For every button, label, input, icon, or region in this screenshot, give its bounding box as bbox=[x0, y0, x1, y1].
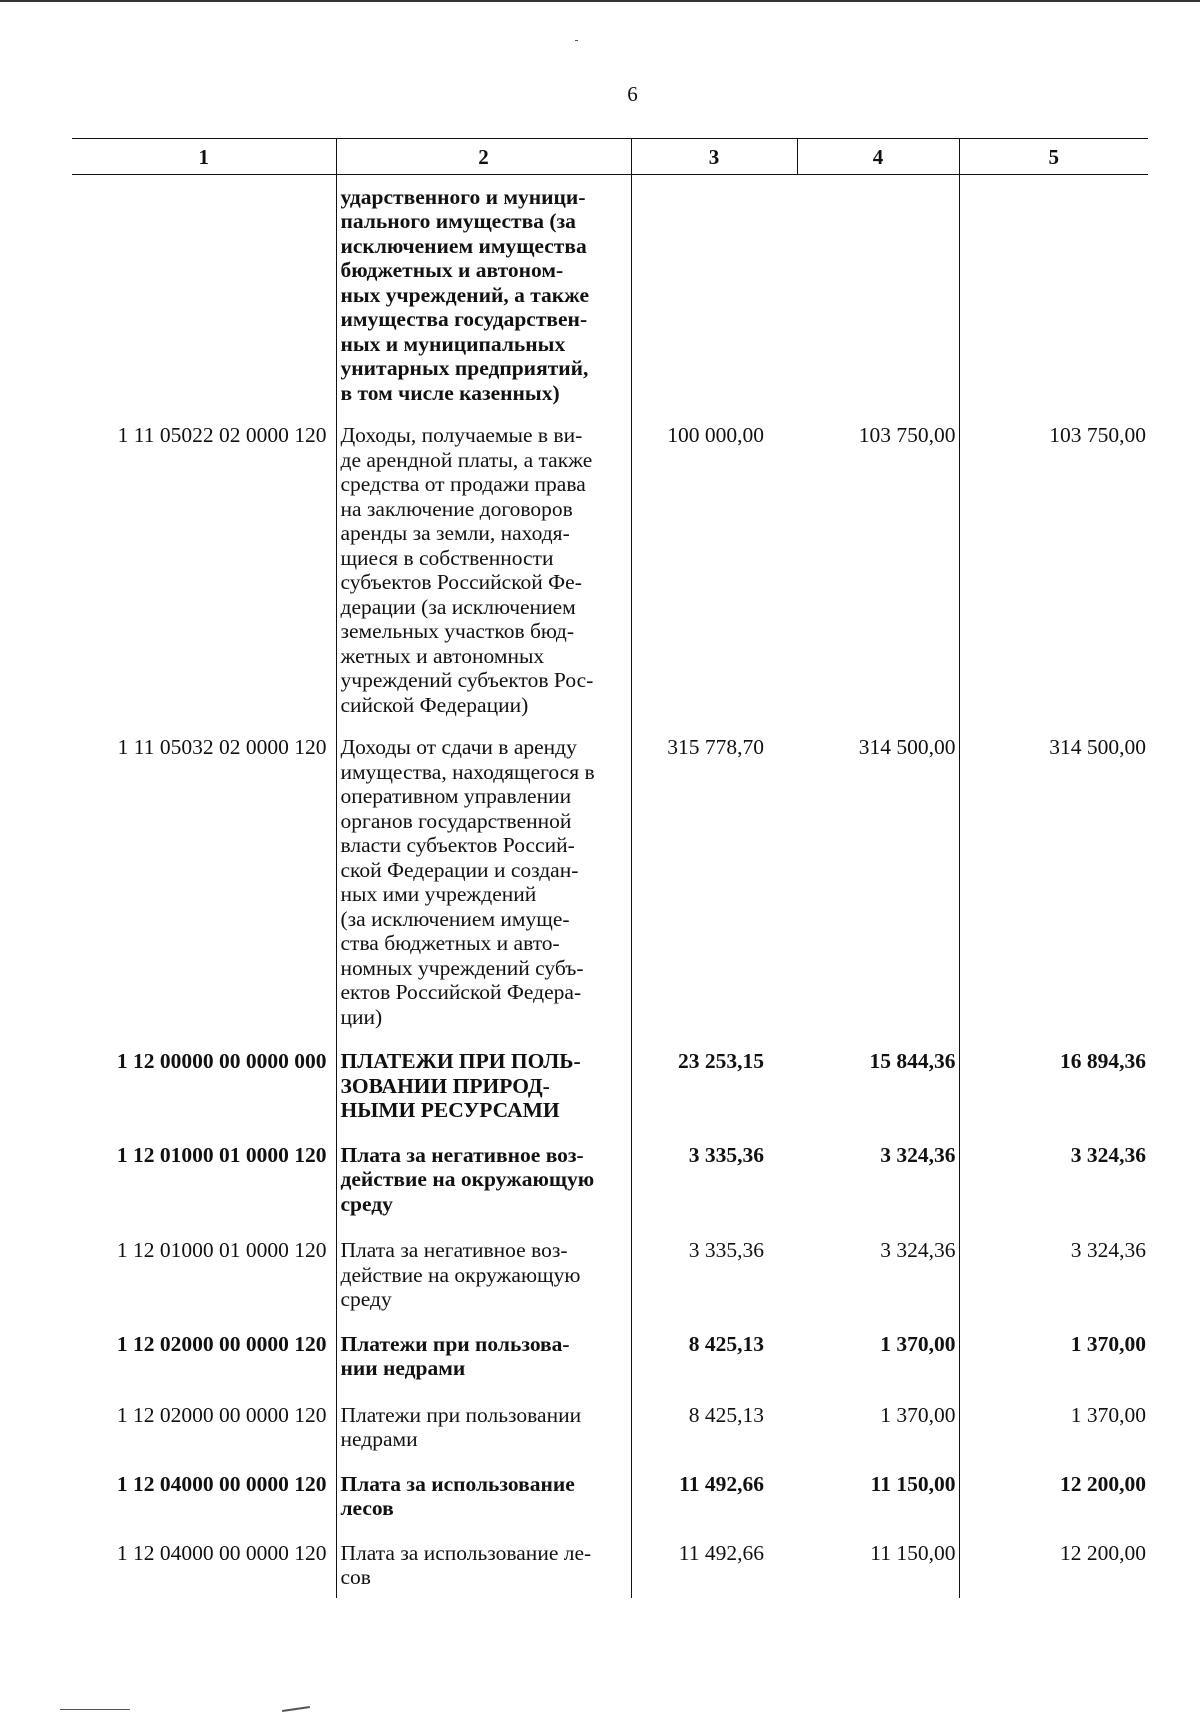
name-cell bbox=[336, 721, 631, 1035]
value-col3-cell: 3 335,36 bbox=[688, 1238, 764, 1262]
code-cell bbox=[72, 174, 336, 411]
name-text: Плата за использование лесов bbox=[340, 1471, 575, 1520]
table-body bbox=[72, 174, 1148, 1598]
name-text: Плата за негативное воз- действие на окружающую среду bbox=[340, 1238, 581, 1311]
name-text: Доходы, получаемые в ви- де арендной платы, а также средства от продажи права на заключение договоров аренды за земли, находя- щиеся в собственности субъектов Российской Фе- дерации (за исключением земельных участков бюд- жетных и автономных учреждений субъектов Рос- сийской Федерации) bbox=[340, 423, 594, 717]
name-cell bbox=[336, 1460, 631, 1529]
value-col4-cell: 1 370,00 bbox=[797, 1391, 959, 1460]
scan-artifact-dot bbox=[575, 40, 578, 41]
value-col5-cell: 12 200,00 bbox=[1060, 1471, 1146, 1496]
name-cell bbox=[336, 1129, 631, 1225]
name-text: Доходы от сдачи в аренду имущества, находящегося в оперативном управлении органов государственной власти субъектов Россий- ской Федерации и создан- ных ими учреждений (за исключением имуще- ства бюджетных и авто- номных учреждений субъ- ектов Российской Федера- ции) bbox=[340, 735, 595, 1029]
value-col5-cell: 16 894,36 bbox=[1060, 1049, 1146, 1073]
name-cell bbox=[336, 1035, 631, 1129]
code-cell: 1 11 05032 02 0000 120 bbox=[117, 735, 327, 759]
value-col4-cell: 314 500,00 bbox=[797, 721, 959, 1035]
column-header-1: 1 bbox=[198, 145, 209, 169]
table-row bbox=[72, 1460, 1148, 1529]
code-cell: 1 11 05022 02 0000 120 bbox=[117, 423, 327, 447]
value-col5-cell: 12 200,00 bbox=[1060, 1540, 1146, 1565]
scan-artifact-mark bbox=[282, 1706, 310, 1712]
revenue-table bbox=[72, 138, 1148, 1598]
header-row bbox=[72, 139, 1148, 175]
value-col3-cell: 8 425,13 bbox=[688, 1402, 764, 1427]
name-text: ПЛАТЕЖИ ПРИ ПОЛЬ- ЗОВАНИИ ПРИРОД- НЫМИ РЕСУРСАМИ bbox=[340, 1049, 581, 1122]
code-cell: 1 12 04000 00 0000 120 bbox=[116, 1471, 327, 1496]
table-row bbox=[72, 1529, 1148, 1598]
column-header-2: 2 bbox=[336, 139, 631, 175]
code-cell: 1 12 04000 00 0000 120 bbox=[116, 1540, 327, 1565]
value-col5-cell: 1 370,00 bbox=[1070, 1402, 1146, 1427]
value-col5-cell bbox=[959, 174, 1148, 411]
table-row bbox=[72, 1129, 1148, 1225]
page-top-edge bbox=[0, 0, 1200, 2]
value-col3-cell: 8 425,13 bbox=[688, 1331, 764, 1356]
name-cell bbox=[336, 174, 631, 411]
code-cell: 1 12 01000 01 0000 120 bbox=[116, 1142, 327, 1167]
value-col4-cell: 103 750,00 bbox=[797, 411, 959, 721]
value-col4-cell: 3 324,36 bbox=[797, 1129, 959, 1225]
name-text: Плата за негативное воз- действие на окружающую среду bbox=[340, 1142, 595, 1216]
table-row bbox=[72, 1318, 1148, 1391]
value-col4-cell: 11 150,00 bbox=[797, 1460, 959, 1529]
table-row bbox=[72, 1391, 1148, 1460]
value-col5-cell: 3 324,36 bbox=[1070, 1238, 1146, 1262]
value-col3-cell: 23 253,15 bbox=[678, 1049, 764, 1073]
value-col3-cell: 11 492,66 bbox=[679, 1471, 764, 1496]
table-row bbox=[72, 411, 1148, 721]
name-text: Платежи при пользовании недрами bbox=[340, 1402, 582, 1451]
name-cell bbox=[336, 411, 631, 721]
code-cell: 1 12 01000 01 0000 120 bbox=[116, 1238, 327, 1262]
name-cell bbox=[336, 1529, 631, 1598]
value-col3-cell: 11 492,66 bbox=[678, 1540, 764, 1565]
value-col4-cell bbox=[797, 174, 959, 411]
column-header-5: 5 bbox=[959, 139, 1148, 175]
table-row bbox=[72, 1224, 1148, 1318]
value-col3-cell: 100 000,00 bbox=[667, 423, 764, 447]
name-cell bbox=[336, 1224, 631, 1318]
name-text: ударственного и муници- пального имущества (за исключением имущества бюджетных и автоном- ных учреждений, а также имущества государствен- ных и муниципальных унитарных предприятий, в том числе казенных) bbox=[340, 184, 590, 405]
page-number: 6 bbox=[627, 82, 638, 106]
column-header-4: 4 bbox=[797, 139, 959, 175]
value-col3-cell: 315 778,70 bbox=[667, 735, 764, 759]
name-text: Плата за использование ле- сов bbox=[340, 1540, 592, 1589]
value-col5-cell: 1 370,00 bbox=[1070, 1331, 1146, 1356]
name-cell bbox=[336, 1318, 631, 1391]
value-col4-cell: 11 150,00 bbox=[797, 1529, 959, 1598]
value-col5-cell: 314 500,00 bbox=[1049, 735, 1146, 759]
name-cell bbox=[336, 1391, 631, 1460]
value-col4-cell: 3 324,36 bbox=[797, 1224, 959, 1318]
value-col5-cell: 103 750,00 bbox=[1049, 423, 1146, 447]
table-row bbox=[72, 174, 1148, 411]
table-row bbox=[72, 721, 1148, 1035]
code-cell: 1 12 02000 00 0000 120 bbox=[116, 1331, 327, 1356]
value-col4-cell: 1 370,00 bbox=[797, 1318, 959, 1391]
code-cell: 1 12 00000 00 0000 000 bbox=[116, 1049, 327, 1073]
table-row bbox=[72, 1035, 1148, 1129]
code-cell: 1 12 02000 00 0000 120 bbox=[116, 1402, 327, 1427]
column-header-3: 3 bbox=[631, 139, 797, 175]
value-col4-cell: 15 844,36 bbox=[797, 1035, 959, 1129]
name-text: Платежи при пользова- нии недрами bbox=[340, 1331, 570, 1380]
value-col3-cell: 3 335,36 bbox=[688, 1142, 764, 1167]
scan-artifact-line bbox=[60, 1709, 130, 1710]
value-col3-cell bbox=[631, 174, 797, 411]
value-col5-cell: 3 324,36 bbox=[1070, 1142, 1146, 1167]
